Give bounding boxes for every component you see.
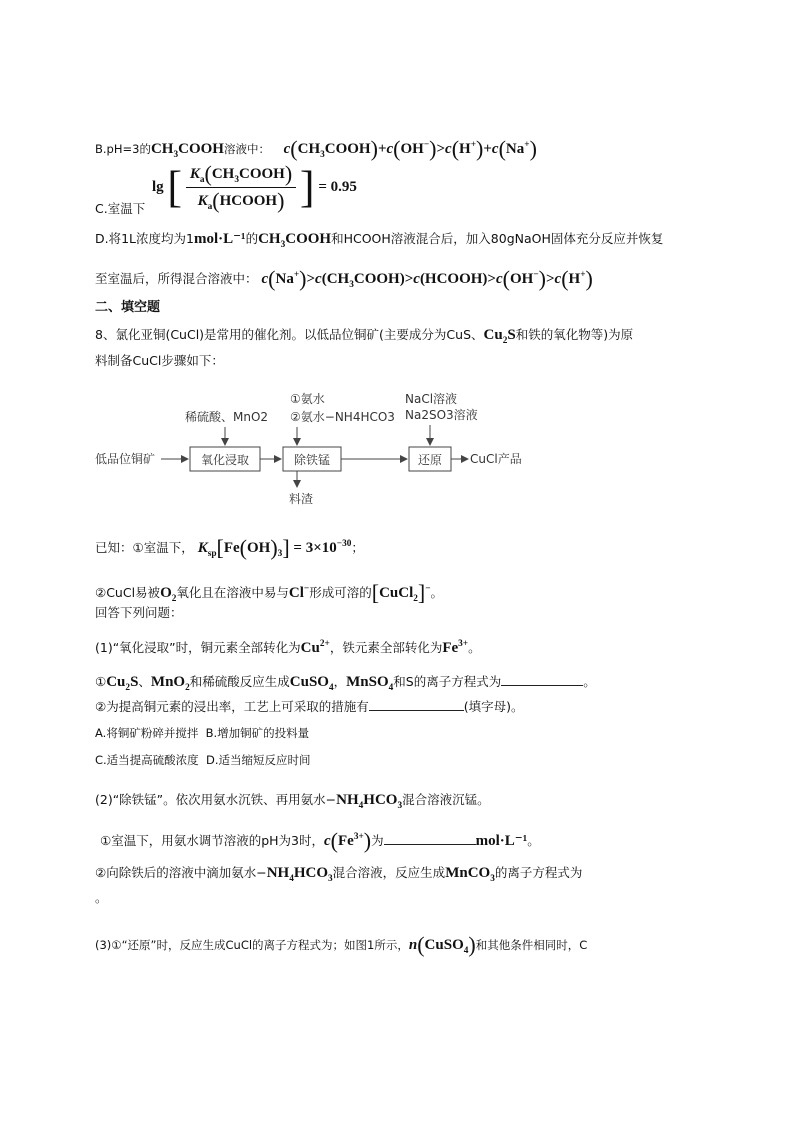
cl-ion: Cl− — [288, 584, 310, 601]
p1i-c: 和稀硫酸反应生成 — [189, 674, 290, 689]
known2-c: 形成可溶的 — [309, 585, 372, 600]
cu2s-formula: $Cu_2S$ — [483, 327, 516, 346]
choices-cd — [95, 755, 311, 767]
p2i-end: 。 — [527, 833, 540, 848]
p1i-end: 。 — [583, 674, 596, 689]
part2-ii — [95, 865, 583, 884]
choice-a[interactable]: A.将铜矿粉碎并搅拌 — [95, 726, 199, 740]
option-d-line2-prefix: 至室温后，所得混合溶液中： — [95, 271, 258, 286]
known2-a: ②CuCl易被 — [95, 585, 161, 600]
option-d-mid: 的 — [245, 231, 259, 246]
answer-blank-2[interactable] — [369, 709, 464, 711]
part1-i — [95, 674, 596, 693]
choice-b[interactable]: B.增加铜矿的投料量 — [205, 726, 310, 740]
choice-d[interactable]: D.适当缩短反应时间 — [206, 753, 311, 767]
option-c-label: C.室温下 — [95, 201, 146, 216]
cucl2-complex: [CuCl$_2$]− — [371, 580, 431, 605]
p2i-b: 为 — [371, 833, 384, 848]
flow-box3-label: 还原 — [417, 453, 443, 467]
p1i-a: ① — [95, 674, 107, 689]
lg-value: = 0.95 — [318, 179, 357, 195]
p2i-a: ①室温下，用氨水调节溶液的pH为3时， — [100, 833, 324, 848]
choice-c[interactable]: C.适当提高硫酸浓度 — [95, 753, 199, 767]
p2-b: 混合溶液沉锰。 — [402, 792, 490, 807]
p2ii-a: ②向除铁后的溶液中滴加氨水− — [95, 865, 267, 880]
part1-ii — [95, 701, 523, 714]
p1i-d: ， — [333, 674, 347, 689]
q8-stem-line2: 料制备CuCl步骤如下： — [95, 353, 224, 368]
flow-box2-label: 除铁锰 — [293, 453, 331, 467]
nh4hco3-formula-2: $NH_4HCO_3$ — [266, 865, 333, 884]
section-title: 二、填空题 — [95, 300, 161, 315]
n-cuso4-expr: n(CuSO$_4$) — [408, 932, 476, 957]
flow-input: 低品位铜矿 — [95, 452, 156, 466]
part3-stem — [95, 934, 587, 956]
fe3plus-ion: $Fe^{3+}$ — [442, 639, 469, 656]
option-c-lg-expression: lg [ $\frac{K_a(CH_3COOH)}{K_a(HCOOH)}$ ] = 0.95 — [152, 161, 357, 213]
ch3cooh-formula: $CH_3COOH$ — [150, 141, 224, 160]
option-d-prefix: D.将1L浓度均为1 — [95, 231, 194, 246]
part2-stem — [95, 792, 490, 811]
process-flow-diagram — [95, 385, 555, 510]
p2-a: (2)“除铁锰”。依次用氨水沉铁、再用氨水− — [95, 792, 337, 807]
o2-formula: $O_2$ — [160, 585, 177, 604]
lg-numerator: $K_a(CH_3COOH)$ — [186, 163, 296, 188]
cu2s-formula-p1: $Cu_2S$ — [106, 674, 139, 693]
known1-prefix: 已知：①室温下， — [95, 540, 194, 555]
p2ii-c: 的离子方程式为 — [494, 865, 583, 880]
p1ii-b: (填字母)。 — [463, 699, 524, 714]
known-2 — [95, 582, 443, 604]
lg-denominator: $K_a(HCOOH)$ — [197, 188, 285, 213]
p3-b: 和其他条件相同时，C — [475, 938, 588, 952]
p1i-e: 和S的离子方程式为 — [393, 674, 502, 689]
flow-reagent2-b: ②氨水−NH4HCO3 — [290, 410, 395, 424]
known1-suffix: ； — [351, 540, 364, 555]
flow-reagent2-a: ①氨水 — [290, 392, 325, 406]
known-1 — [95, 537, 364, 559]
q8-stem-line1 — [95, 327, 634, 346]
q8-stem-b: 和铁的氧化物等)为原 — [515, 327, 634, 342]
flow-waste: 料渣 — [289, 492, 314, 506]
ksp-expression: $K_{sp}[Fe(OH)_3] = 3\times 10^{-30}$ — [197, 535, 352, 560]
cu2plus-ion: $Cu^{2+}$ — [300, 639, 330, 656]
p1-b: ，铁元素全部转化为 — [329, 640, 443, 655]
p1-c: 。 — [468, 640, 481, 655]
mnso4-formula: MnSO$_4$ — [346, 674, 394, 693]
flow-box1-label: 氧化浸取 — [200, 453, 250, 467]
mol-per-l-unit: mol·L⁻¹ — [475, 833, 528, 849]
answer-blank-3[interactable] — [384, 843, 476, 845]
known2-b: 氧化且在溶液中易与 — [176, 585, 289, 600]
part1-stem — [95, 641, 481, 656]
option-d-line2 — [95, 268, 593, 290]
option-b-relation: $c(CH_3COOH)+c(OH^-)>c(H^+)+c(Na^+)$ — [283, 136, 537, 161]
choices-ab — [95, 728, 309, 740]
flow-reagent3-a: NaCl溶液 — [405, 392, 458, 406]
mnco3-formula: MnCO$_3$ — [445, 865, 495, 884]
c-fe3-expr: $c(Fe^{3+})$ — [324, 828, 372, 853]
mno2-formula: MnO$_2$ — [150, 674, 190, 693]
p3-a: (3)①“还原”时，反应生成CuCl的离子方程式为；如图1所示， — [95, 938, 409, 952]
p1i-b: 、 — [138, 674, 151, 689]
answer-blank-1[interactable] — [501, 684, 583, 686]
flow-reagent3-b: Na2SO3溶液 — [405, 408, 478, 422]
option-d-line1 — [95, 231, 664, 250]
option-d-relation: $c(Na^+)>c(CH_3COOH)>c(HCOOH)>c(OH^-)>c(H^+)$ — [261, 266, 593, 291]
option-b-suffix: 溶液中： — [223, 142, 270, 156]
known2-d: 。 — [430, 585, 444, 600]
answer-prompt: 回答下列问题： — [95, 605, 183, 620]
part2-i — [100, 830, 540, 852]
p2ii-b: 混合溶液，反应生成 — [332, 865, 446, 880]
cuso4-formula: CuSO$_4$ — [289, 674, 334, 693]
option-b — [95, 138, 537, 160]
flow-output: CuCl产品 — [470, 452, 522, 466]
part2-ii-end: 。 — [95, 890, 108, 905]
mol-unit: mol·L⁻¹ — [193, 231, 246, 247]
flow-reagent1: 稀硫酸、MnO2 — [185, 410, 269, 424]
q8-stem-a: 8、氯化亚铜(CuCl)是常用的催化剂。以低品位铜矿(主要成分为CuS、 — [95, 327, 484, 342]
nh4hco3-formula: $NH_4HCO_3$ — [336, 792, 403, 811]
option-d-suffix: 和HCOOH溶液混合后，加入80gNaOH固体充分反应并恢复 — [331, 231, 664, 246]
p1ii-a: ②为提高铜元素的浸出率，工艺上可采取的措施有 — [95, 699, 369, 714]
option-b-prefix: B.pH=3的 — [95, 142, 151, 156]
p1-a: (1)“氧化浸取”时，铜元素全部转化为 — [95, 640, 301, 655]
ch3cooh-formula-d: $CH_3COOH$ — [258, 231, 332, 250]
